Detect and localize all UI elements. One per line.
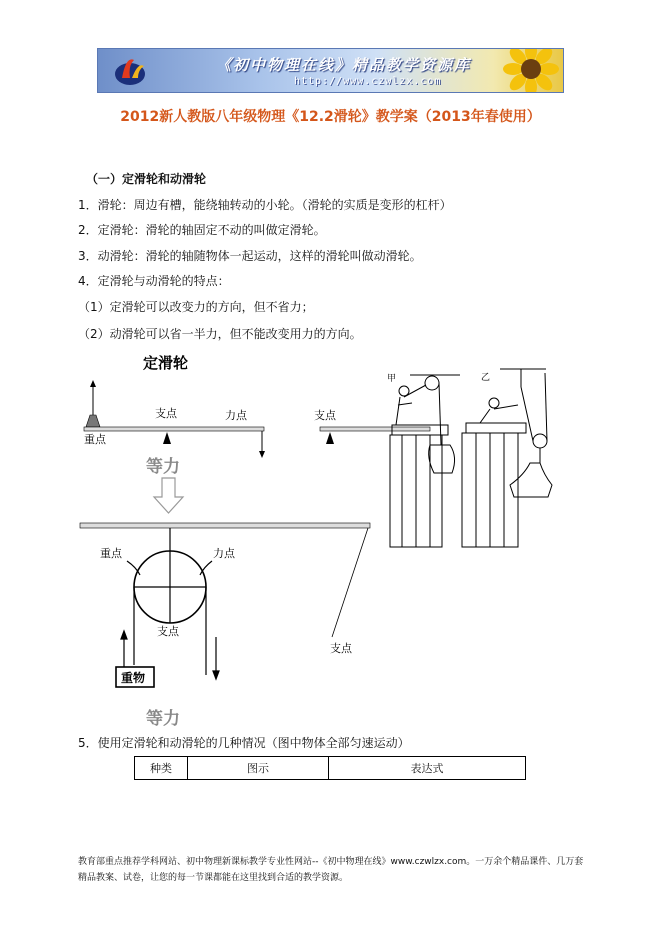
table-header-type: 种类 [135,757,188,780]
label-force-point-1: 力点 [225,409,247,422]
banner-url: http://www.czwlzx.com [294,76,442,87]
sunflower-icon [503,48,559,93]
text-line-3: 3．动滑轮：滑轮的轴随物体一起运动，这样的滑轮叫做动滑轮。 [78,249,422,263]
table-header-expression: 表达式 [329,757,526,780]
label-a: 甲 [387,374,397,384]
section-heading: （一）定滑轮和动滑轮 [86,172,207,186]
label-load-point-1: 重点 [84,433,106,446]
pulley-types-table [134,756,526,780]
text-line-item5: 5．使用定滑轮和动滑轮的几种情况（图中物体全部匀速运动） [78,736,410,750]
text-line-1: 1．滑轮：周边有槽，能绕轴转动的小轮。（滑轮的实质是变形的杠杆） [78,198,452,212]
down-arrow-icon [154,478,183,513]
document-title: 2012新人教版八年级物理《12.2滑轮》教学案（2013年春使用） [120,109,541,125]
header-banner [97,48,564,93]
site-logo-icon [112,52,148,88]
ceiling-beam [80,523,370,528]
label-fulcrum-2: 支点 [314,409,336,422]
label-load-point-2: 重点 [100,547,122,560]
table-header-row [135,757,526,780]
text-line-4: 4．定滑轮与动滑轮的特点： [78,274,230,288]
label-fulcrum-1: 支点 [155,407,177,420]
label-equal-force-2: 等力 [146,709,180,729]
footer-text: 教育部重点推荐学科网站、初中物理新课标教学专业性网站--《初中物理在线》www.czwlzx.com。一万余个精品课件、几万套精品教案、试卷，让您的每一节课都能在这里找到合适的教学资源。 [78,857,584,883]
label-equal-force-1: 等力 [146,457,180,477]
label-fulcrum-4: 支点 [330,642,352,655]
label-fulcrum-3: 支点 [157,625,179,638]
label-weight: 重物 [121,671,146,685]
lever-diagram-2 [314,408,430,444]
text-line-6: （2）动滑轮可以省一半力，但不能改变用力的方向。 [78,327,362,341]
text-line-5: （1）定滑轮可以改变力的方向，但不省力； [78,300,314,314]
label-b: 乙 [481,373,491,383]
label-force-point-2: 力点 [213,547,235,560]
pulley-illustration-b [462,369,552,547]
pulley-illustration-a [387,373,460,547]
lever-diagram-1 [84,380,265,458]
fixed-pulley [121,528,219,679]
diagram-title: 定滑轮 [143,354,189,372]
table-header-diagram: 图示 [188,757,329,780]
pulley-diagram [0,345,661,730]
banner-title: 《初中物理在线》精品教学资源库 [216,56,472,74]
text-line-2: 2．定滑轮：滑轮的轴固定不动的叫做定滑轮。 [78,223,326,237]
